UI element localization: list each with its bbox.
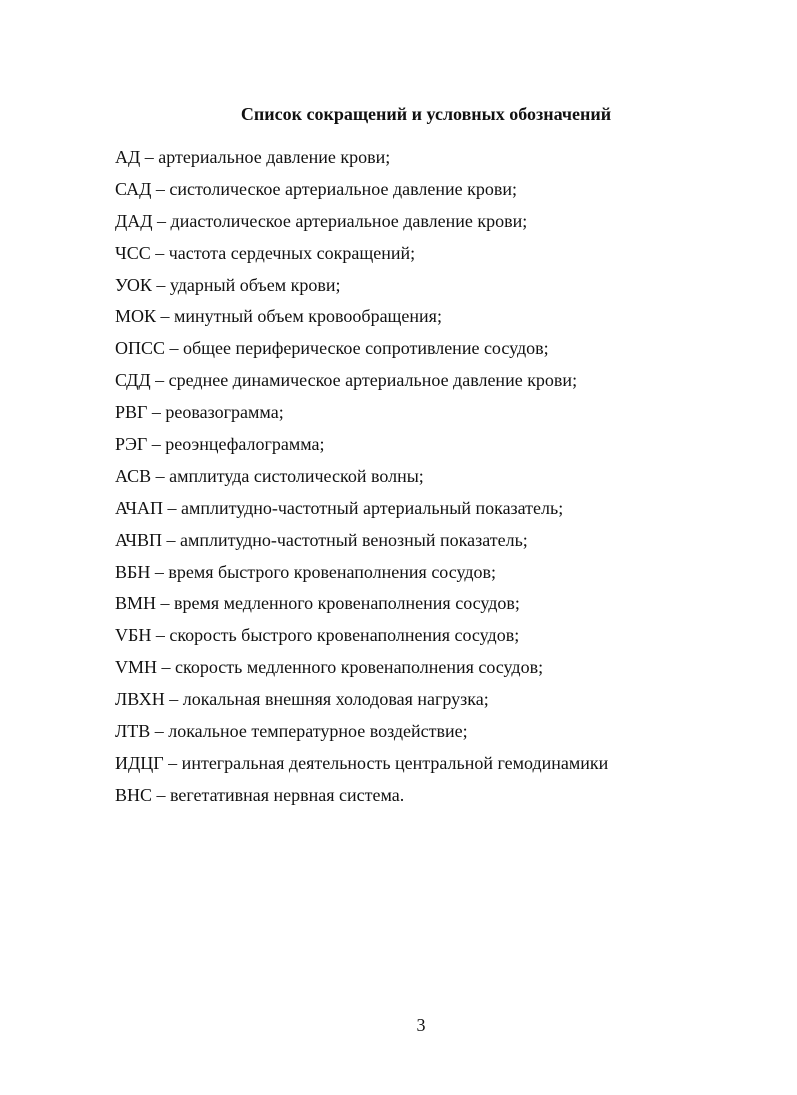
list-item: САД – систолическое артериальное давление крови; (115, 178, 517, 199)
list-item: РВГ – реовазограмма; (115, 402, 284, 423)
page-number: 3 (416, 1015, 426, 1035)
list-item: АСВ – амплитуда систолической волны; (115, 465, 424, 486)
list-item: УОК – ударный объем крови; (115, 274, 341, 295)
list-item: АЧАП – амплитудно-частотный артериальный показатель; (115, 497, 564, 518)
list-item: СДД – среднее динамическое артериальное давление крови; (115, 370, 578, 391)
list-item: ЛТВ – локальное температурное воздействие; (115, 721, 468, 742)
list-item: ЛВХН – локальная внешняя холодовая нагрузка; (115, 689, 489, 710)
list-item: ВМН – время медленного кровенаполнения сосудов; (115, 593, 520, 614)
page-title: Список сокращений и условных обозначений (240, 104, 612, 124)
list-item: ИДЦГ – интегральная деятельность центральной гемодинамики (115, 752, 609, 773)
abbreviation-list (115, 145, 608, 815)
list-item: ВНС – вегетативная нервная система. (115, 784, 405, 805)
list-item: АД – артериальное давление крови; (115, 147, 391, 167)
list-item: ВБН – время быстрого кровенаполнения сосудов; (115, 561, 497, 582)
list-item: ДАД – диастолическое артериальное давление крови; (115, 210, 528, 231)
list-item: VМН – скорость медленного кровенаполнения сосудов; (115, 657, 544, 678)
list-item: РЭГ – реоэнцефалограмма; (115, 434, 325, 455)
list-item: ЧСС – частота сердечных сокращений; (115, 242, 416, 263)
list-item: VБН – скорость быстрого кровенаполнения сосудов; (115, 625, 520, 646)
list-item: АЧВП – амплитудно-частотный венозный показатель; (115, 529, 528, 550)
list-item: МОК – минутный объем кровообращения; (115, 306, 442, 327)
list-item: ОПСС – общее периферическое сопротивление сосудов; (115, 338, 549, 359)
